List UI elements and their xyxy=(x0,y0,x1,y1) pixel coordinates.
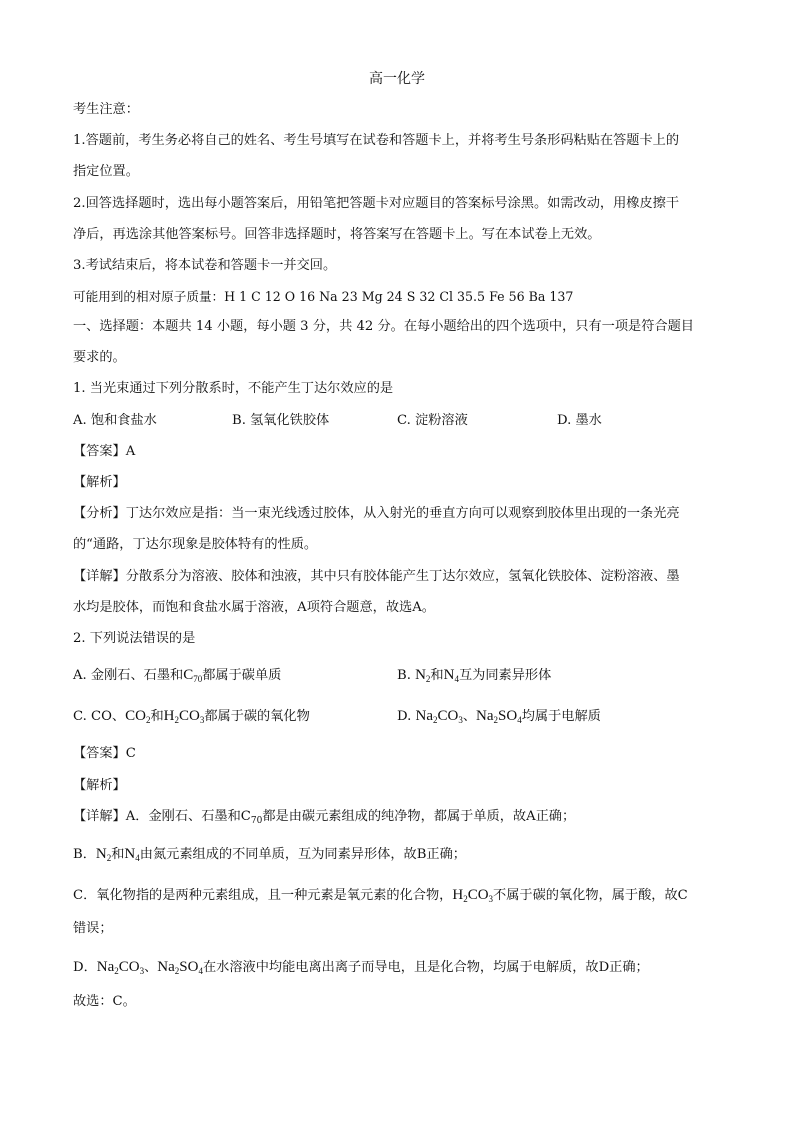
q2-analysis-tag: 【解析】 xyxy=(73,778,126,793)
notice-line-5: 3.考试结束后，将本试卷和答题卡一并交回。 xyxy=(73,258,337,273)
q1-option-c: C. 淀粉溶液 xyxy=(397,413,468,428)
option-text: D. xyxy=(397,709,416,724)
q2-stem: 2. 下列说法错误的是 xyxy=(73,631,196,646)
q2-answer xyxy=(73,745,136,763)
formula-h2co3: $H_2CO_3$ xyxy=(452,887,494,904)
notice-line-3: 2.回答选择题时，选出每小题答案后，用铅笔把答题卡对应题目的答案标号涂黑。如需改动，用橡皮擦干 xyxy=(73,196,680,211)
formula-na2co3: $Na_2CO_3$ xyxy=(96,959,145,976)
option-text: 和 xyxy=(430,668,444,683)
formula-h2co3: $H_2CO_3$ xyxy=(163,708,205,725)
formula-na2so4: $Na_2SO_4$ xyxy=(157,959,203,976)
detail-text: C．氧化物指的是两种元素组成，且一种元素是氧元素的化合物， xyxy=(73,888,453,903)
formula-na2so4: $Na_2SO_4$ xyxy=(476,708,522,725)
q1-answer xyxy=(73,443,135,461)
notice-line-4: 净后，再选涂其他答案标号。回答非选择题时，将答案写在答题卡上。写在本试卷上无效。 xyxy=(73,227,601,242)
atomic-mass-line: 可能用到的相对原子质量：H 1 C 12 O 16 Na 23 Mg 24 S 32 Cl 35.5 Fe 56 Ba 137 xyxy=(73,289,574,304)
section-heading-2: 要求的。 xyxy=(73,350,126,365)
detail-text: 和 xyxy=(111,847,125,862)
q1-option-a: A. 饱和食盐水 xyxy=(73,413,157,428)
q2-option-d xyxy=(397,707,601,726)
detail-tag: 【详解】 xyxy=(73,569,126,584)
q1-option-b: B. 氢氧化铁胶体 xyxy=(232,413,330,428)
fenxi-text: 丁达尔效应是指：当一束光线透过胶体，从入射光的垂直方向可以观察到胶体里出现的一条光亮 xyxy=(125,506,680,521)
option-text: 都属于碳单质 xyxy=(202,668,282,683)
formula-c70: $C_{70}$ xyxy=(240,809,263,826)
option-text: 、 xyxy=(462,709,477,724)
detail-text: 在水溶液中均能电离出离子而导电，且是化合物，均属于电解质，故D正确； xyxy=(202,960,649,975)
q2-detail-b xyxy=(73,845,466,864)
notice-line-1: 1.答题前，考生务必将自己的姓名、考生号填写在试卷和答题卡上，并将考生号条形码粘贴在答题卡上的 xyxy=(73,133,680,148)
formula-co2: $CO_2$ xyxy=(125,708,151,725)
q2-conclusion: 故选：C。 xyxy=(73,994,136,1009)
formula-n4: $N_4$ xyxy=(443,667,459,684)
q2-detail-c-line-1 xyxy=(73,886,688,905)
q2-option-b xyxy=(397,666,551,685)
formula-n4: $N_4$ xyxy=(124,846,140,863)
q2-option-a xyxy=(73,666,281,685)
q1-fenxi-line-2: 的“通路，丁达尔现象是胶体特有的性质。 xyxy=(73,537,318,552)
detail-text: 由氮元素组成的不同单质，互为同素异形体，故B正确； xyxy=(139,847,466,862)
section-heading-1: 一、选择题：本题共 14 小题，每小题 3 分，共 42 分。在每小题给出的四个选项中，只有一项是符合题目 xyxy=(73,319,694,334)
option-text: 和 xyxy=(150,709,164,724)
detail-text: 都是由碳元素组成的纯净物，都属于单质，故A正确； xyxy=(262,809,576,824)
q2-detail-c-line-2: 错误； xyxy=(73,921,113,936)
q1-detail-line-2: 水均是胶体，而饱和食盐水属于溶液，A项符合题意，故选A。 xyxy=(73,600,435,615)
q1-option-d: D. 墨水 xyxy=(557,413,602,428)
option-text: 互为同素异形体 xyxy=(458,668,552,683)
q2-detail-d xyxy=(73,958,649,977)
detail-text: 、 xyxy=(144,960,158,975)
detail-text: B． xyxy=(73,847,96,862)
answer-value: A xyxy=(125,444,136,459)
option-text: 均属于电解质 xyxy=(521,709,601,724)
formula-na2co3: $Na_2CO_3$ xyxy=(415,708,463,725)
q1-stem: 1. 当光束通过下列分散系时，不能产生丁达尔效应的是 xyxy=(73,381,394,396)
option-text: C. CO、 xyxy=(73,709,126,724)
formula-n2: $N_2$ xyxy=(95,846,112,863)
option-text: A. 金刚石、石墨和 xyxy=(73,668,184,683)
formula-n2: $N_2$ xyxy=(415,667,431,684)
notice-heading: 考生注意： xyxy=(73,102,139,117)
q1-analysis-tag: 【解析】 xyxy=(73,475,126,490)
option-text: B. xyxy=(397,668,416,683)
detail-tag: 【详解】 xyxy=(73,809,126,824)
detail-text: 分散系分为溶液、胶体和浊液，其中只有胶体能产生丁达尔效应，氢氧化铁胶体、淀粉溶液、墨 xyxy=(125,569,680,584)
formula-c70: $C_{70}$ xyxy=(183,667,203,684)
option-text: 都属于碳的氧化物 xyxy=(204,709,310,724)
notice-line-2: 指定位置。 xyxy=(73,164,139,179)
q2-detail-a xyxy=(73,808,575,826)
answer-tag: 【答案】 xyxy=(73,746,126,761)
fenxi-tag: 【分析】 xyxy=(73,506,126,521)
detail-text: A．金刚石、石墨和 xyxy=(125,809,241,824)
page-title: 高一化学 xyxy=(369,71,425,87)
answer-tag: 【答案】 xyxy=(73,444,126,459)
q2-option-c xyxy=(73,707,310,726)
q1-fenxi-line-1 xyxy=(73,505,680,523)
detail-text: D． xyxy=(73,960,97,975)
q1-detail-line-1 xyxy=(73,568,680,586)
answer-value: C xyxy=(125,746,136,761)
detail-text: 不属于碳的氧化物，属于酸，故C xyxy=(493,888,688,903)
